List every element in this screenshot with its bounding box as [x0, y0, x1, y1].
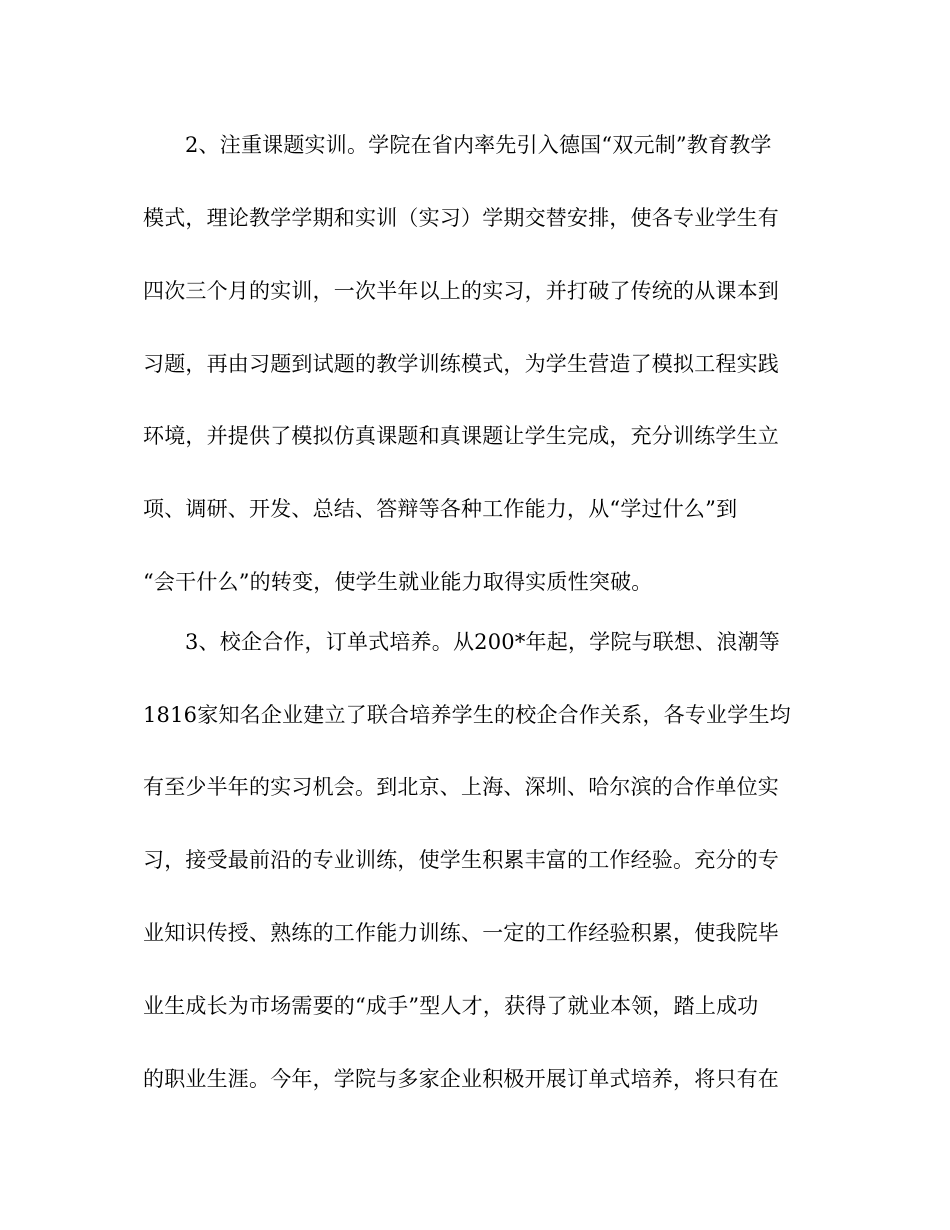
paragraph-line: “会干什么”的转变，使学生就业能力取得实质性突破。 — [143, 570, 653, 594]
paragraph-line: 业生成长为市场需要的“成手”型人才，获得了就业本领，踏上成功 — [143, 994, 759, 1018]
paragraph-line: 习题，再由习题到试题的教学训练模式，为学生营造了模拟工程实践 — [143, 352, 779, 376]
paragraph-line: 四次三个月的实训，一次半年以上的实习，并打破了传统的从课本到 — [143, 279, 779, 303]
paragraph-line: 模式，理论教学学期和实训（实习）学期交替安排，使各专业学生有 — [143, 206, 779, 230]
paragraph-line: 项、调研、开发、总结、答辩等各种工作能力，从“学过什么”到 — [143, 497, 738, 521]
paragraph-line: 环境，并提供了模拟仿真课题和真课题让学生完成，充分训练学生立 — [143, 424, 779, 448]
paragraph-line: 习，接受最前沿的专业训练，使学生积累丰富的工作经验。充分的专 — [143, 848, 779, 872]
paragraph-line: 1816家知名企业建立了联合培养学生的校企合作关系，各专业学生均 — [143, 703, 791, 727]
paragraph-line: 的职业生涯。今年，学院与多家企业积极开展订单式培养，将只有在 — [143, 1067, 779, 1091]
paragraph-line: 3、校企合作，订单式培养。从200*年起，学院与联想、浪潮等 — [185, 630, 780, 654]
paragraph-line: 2、注重课题实训。学院在省内率先引入德国“双元制”教育教学 — [185, 133, 772, 157]
paragraph-line: 有至少半年的实习机会。到北京、上海、深圳、哈尔滨的合作单位实 — [143, 775, 779, 799]
paragraph-line: 业知识传授、熟练的工作能力训练、一定的工作经验积累，使我院毕 — [143, 921, 779, 945]
